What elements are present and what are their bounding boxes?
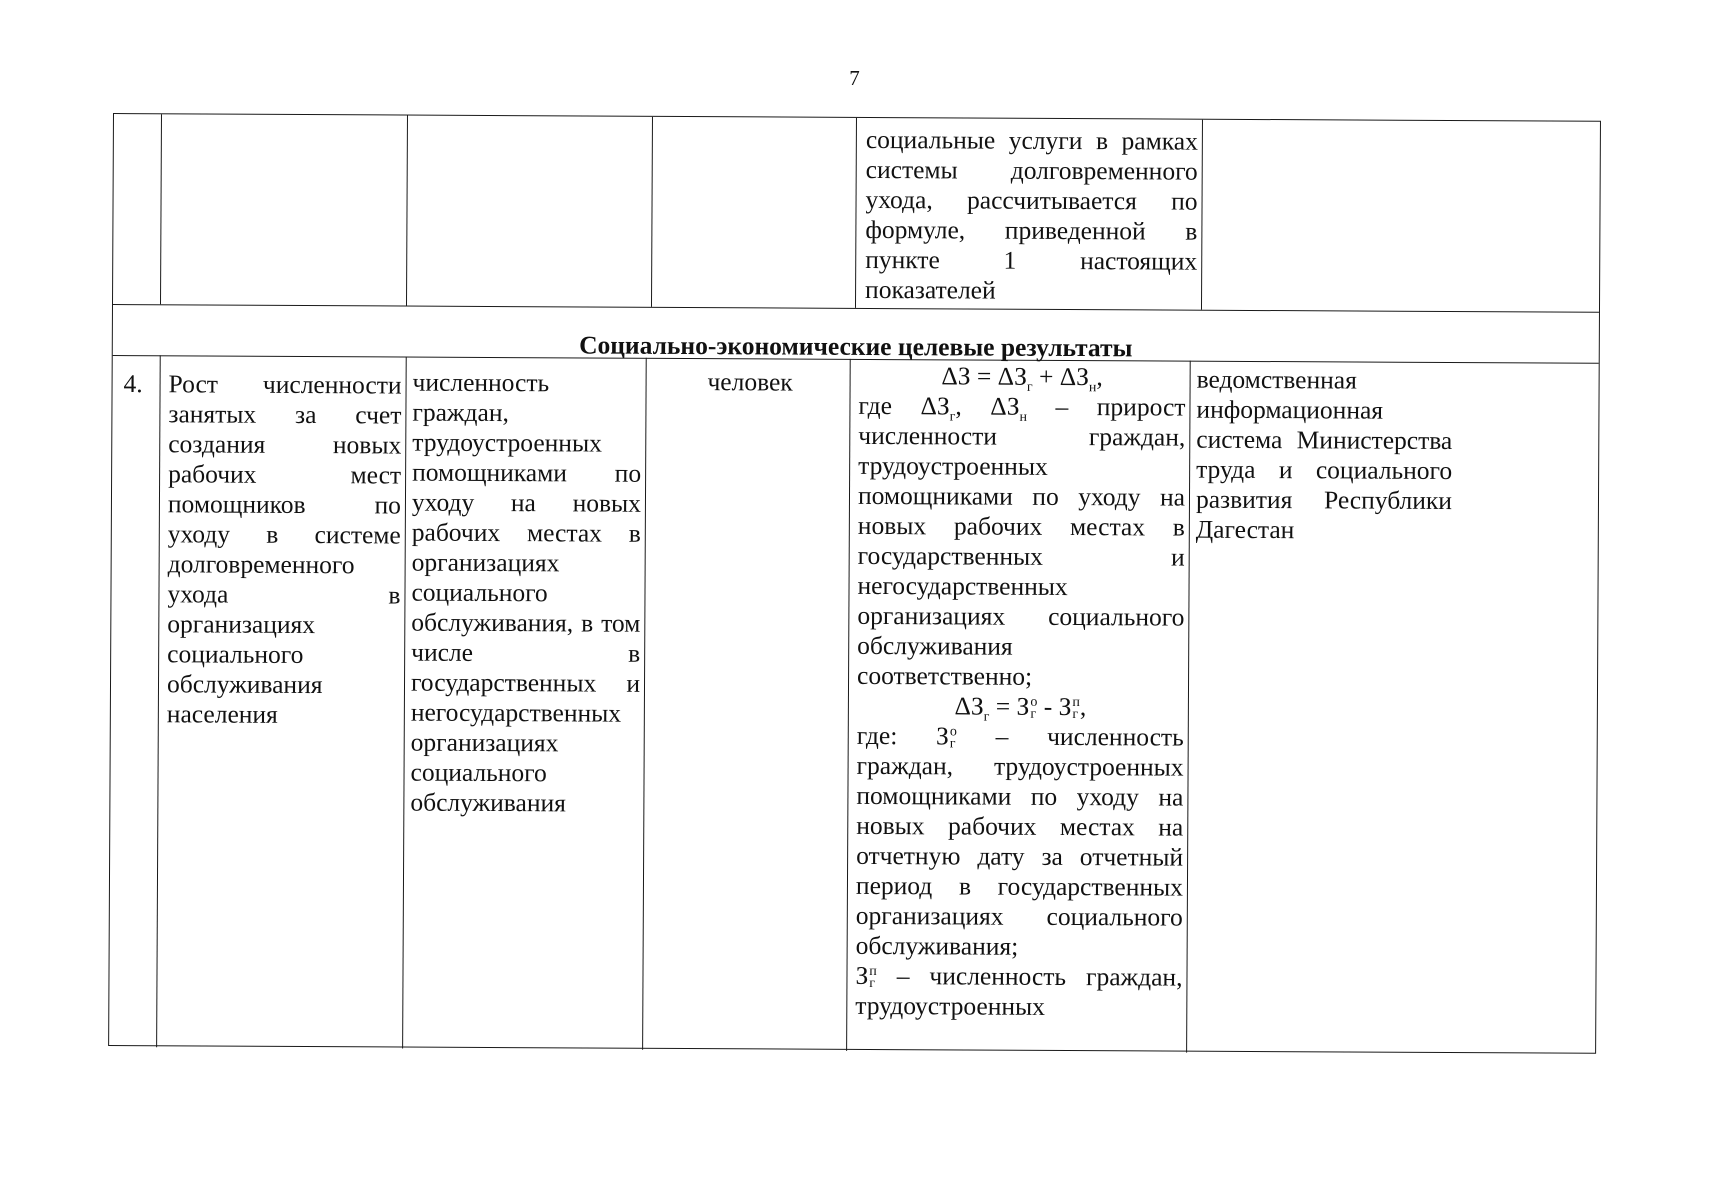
indicator-name-cell: Рост численности занятых за счет создания новых рабочих мест помощников по уходу в системе долговременного ухода в организациях социального обслуживания населения <box>166 369 402 729</box>
column-divider <box>855 118 857 308</box>
column-divider <box>402 357 407 1049</box>
column-divider <box>1201 120 1203 310</box>
formula-state-increase: $\Delta З_г = З$ о г - З п г , <box>954 691 1087 725</box>
column-divider <box>156 355 161 1047</box>
column-divider <box>846 359 851 1051</box>
column-divider <box>642 358 647 1050</box>
section-title: Социально-экономические целевые результаты <box>579 330 1133 363</box>
variable-definition-reporting: где: З о г – численность граждан, трудоустроенных помощниками по уходу на новых рабочих местах на отчетную дату за отчетный период в государственных организациях социального обслуживания; <box>855 720 1184 961</box>
formula-explanation: где $\Delta З_г$, $\Delta З_н$ – прирост численности граждан, трудоустроенных помощниками по уходу на новых рабочих местах в государственных и негосударственных организациях социального обслуживания соответственно; <box>856 390 1186 691</box>
data-source-cell: ведомственная информационная система Министерства труда и социального развития Республики Дагестан <box>1195 364 1453 545</box>
indicators-table <box>108 113 1601 1054</box>
page-number: 7 <box>849 66 860 90</box>
unit-cell: человек <box>707 367 793 397</box>
top-row-method-cell: социальные услуги в рамках системы долговременного ухода, рассчитывается по формуле, приведенной в пункте 1 настоящих показателей <box>865 124 1198 305</box>
indicator-definition-cell: численность граждан, трудоустроенных помощниками по уходу на новых рабочих местах в организациях социального обслуживания, в том числе в государственных и негосударственных организациях социального обслуживания <box>410 367 642 818</box>
column-divider <box>160 114 162 304</box>
variable-definition-previous: З п г – численность граждан, трудоустроенных <box>855 960 1183 1021</box>
row-number: 4. <box>123 369 143 399</box>
column-divider <box>406 116 408 306</box>
formula-total-increase: $\Delta З = \Delta З_г + \Delta З_н$, <box>941 361 1103 396</box>
column-divider <box>1186 361 1191 1053</box>
calculation-method-cell <box>855 361 1185 1023</box>
column-divider <box>651 117 653 307</box>
